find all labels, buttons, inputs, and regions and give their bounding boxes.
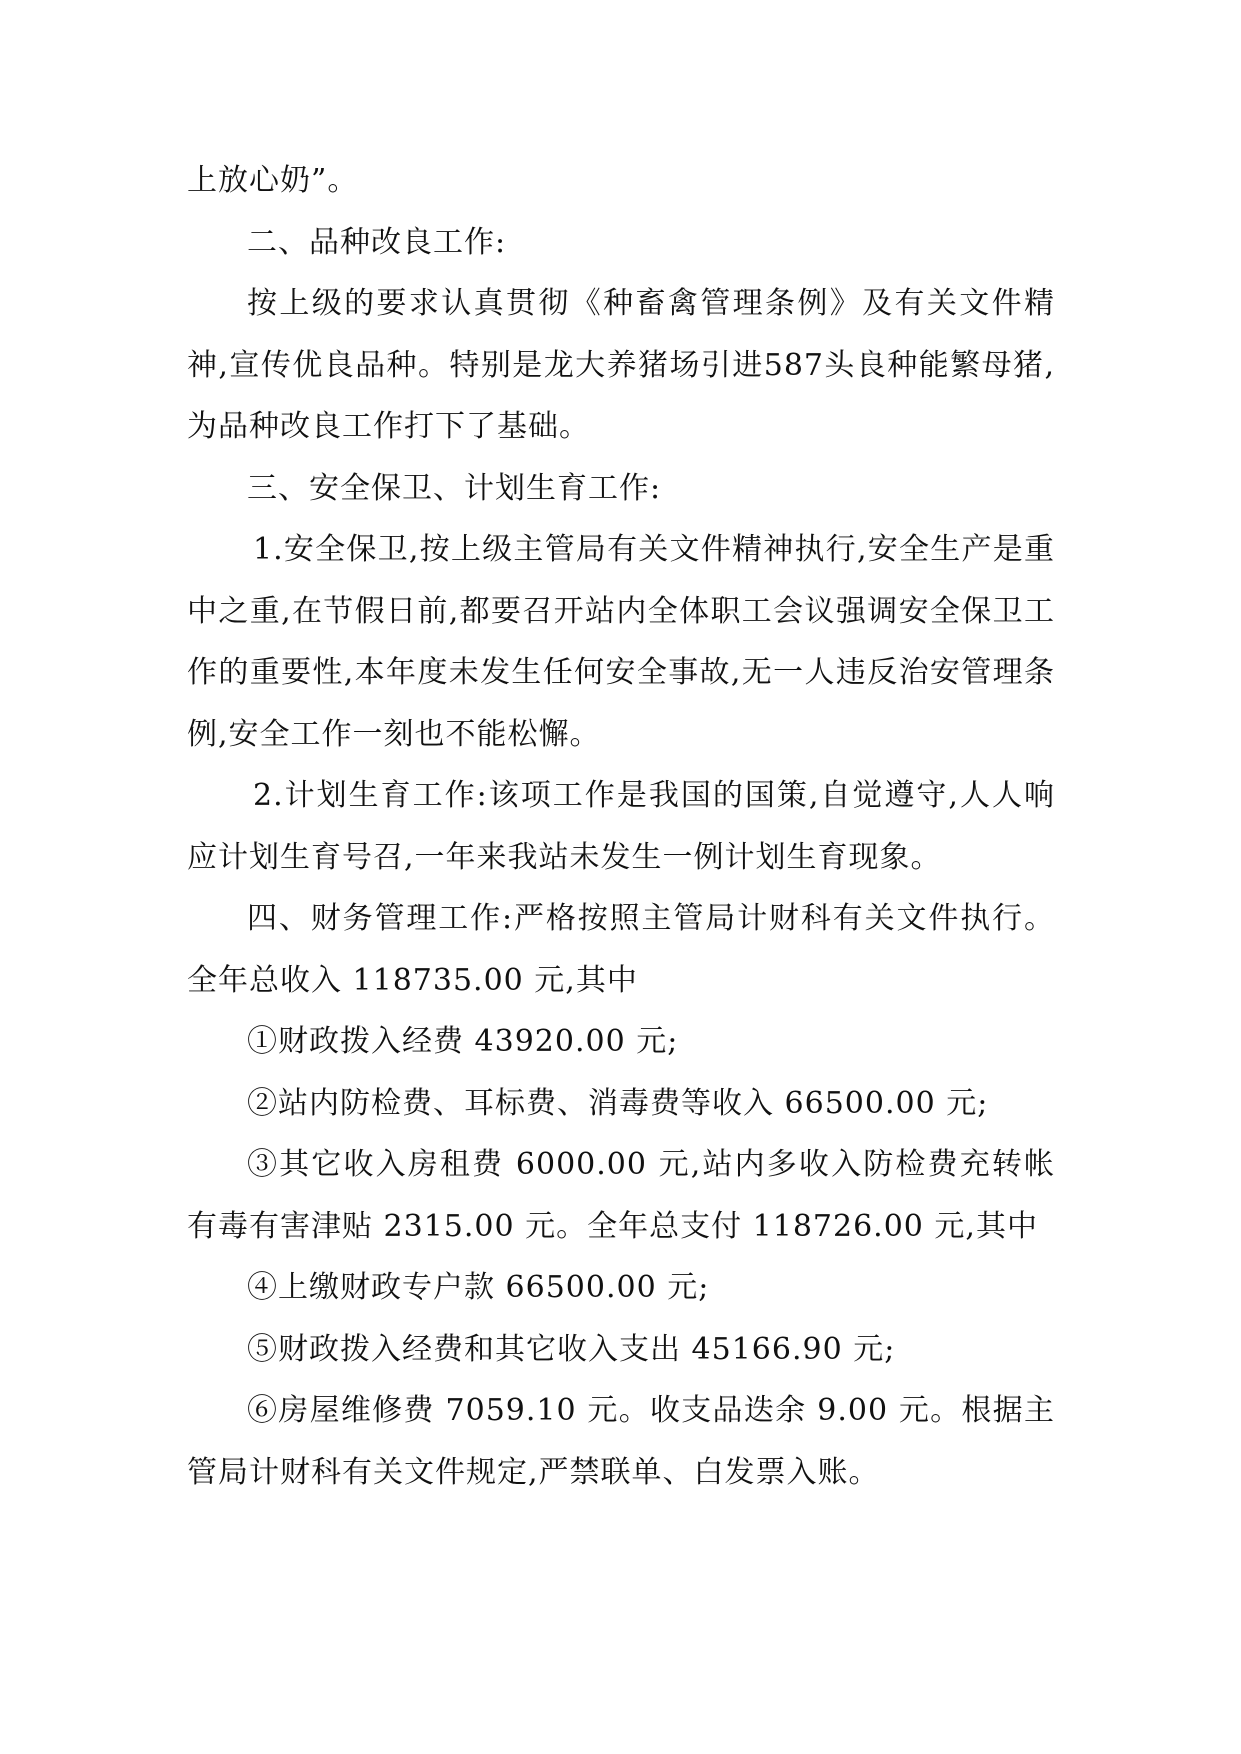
section-heading-breed-improvement: 二、品种改良工作: [247,224,507,260]
finance-item-2: ②站内防检费、耳标费、消毒费等收入 66500.00 元; [247,1085,989,1121]
finance-item-4: ④上缴财政专户款 66500.00 元; [247,1270,710,1305]
section-heading-safety-family-planning: 三、安全保卫、计划生育工作: [247,470,662,506]
paragraph-breed-improvement: 按上级的要求认真贯彻《种畜禽管理条例》及有关文件精神,宣传优良品种。特别是龙大养猪场引进587头良种能繁母猪,为品种改良工作打下了基础。 [187,286,1055,444]
paragraph-family-planning: 2.计划生育工作:该项工作是我国的国策,自觉遵守,人人响应计划生育号召,一年来我站未发生一例计划生育现象。 [187,778,1055,875]
finance-item-5: ⑤财政拨入经费和其它收入支出 45166.90 元; [247,1331,896,1367]
paragraph-safety: 1.安全保卫,按上级主管局有关文件精神执行,安全生产是重中之重,在节假日前,都要召开站内全体职工会议强调安全保卫工作的重要性,本年度未发生任何安全事故,无一人违反治安管理条例,安全工作一刻也不能松懈。 [187,532,1055,752]
finance-item-1: ①财政拨入经费 43920.00 元; [247,1024,679,1059]
finance-item-6: ⑥房屋维修费 7059.10 元。收支品迭余 9.00 元。根据主管局计财科有关文件规定,严禁联单、白发票入账。 [187,1393,1055,1490]
finance-item-3: ③其它收入房租费 6000.00 元,站内多收入防检费充转帐有毒有害津贴 2315.00 元。全年总支付 118726.00 元,其中 [187,1147,1055,1244]
paragraph-finance: 四、财务管理工作:严格按照主管局计财科有关文件执行。全年总收入 118735.00 元,其中 [187,901,1055,998]
paragraph-continuation: 上放心奶”。 [187,163,359,198]
document-body [187,150,1055,1503]
